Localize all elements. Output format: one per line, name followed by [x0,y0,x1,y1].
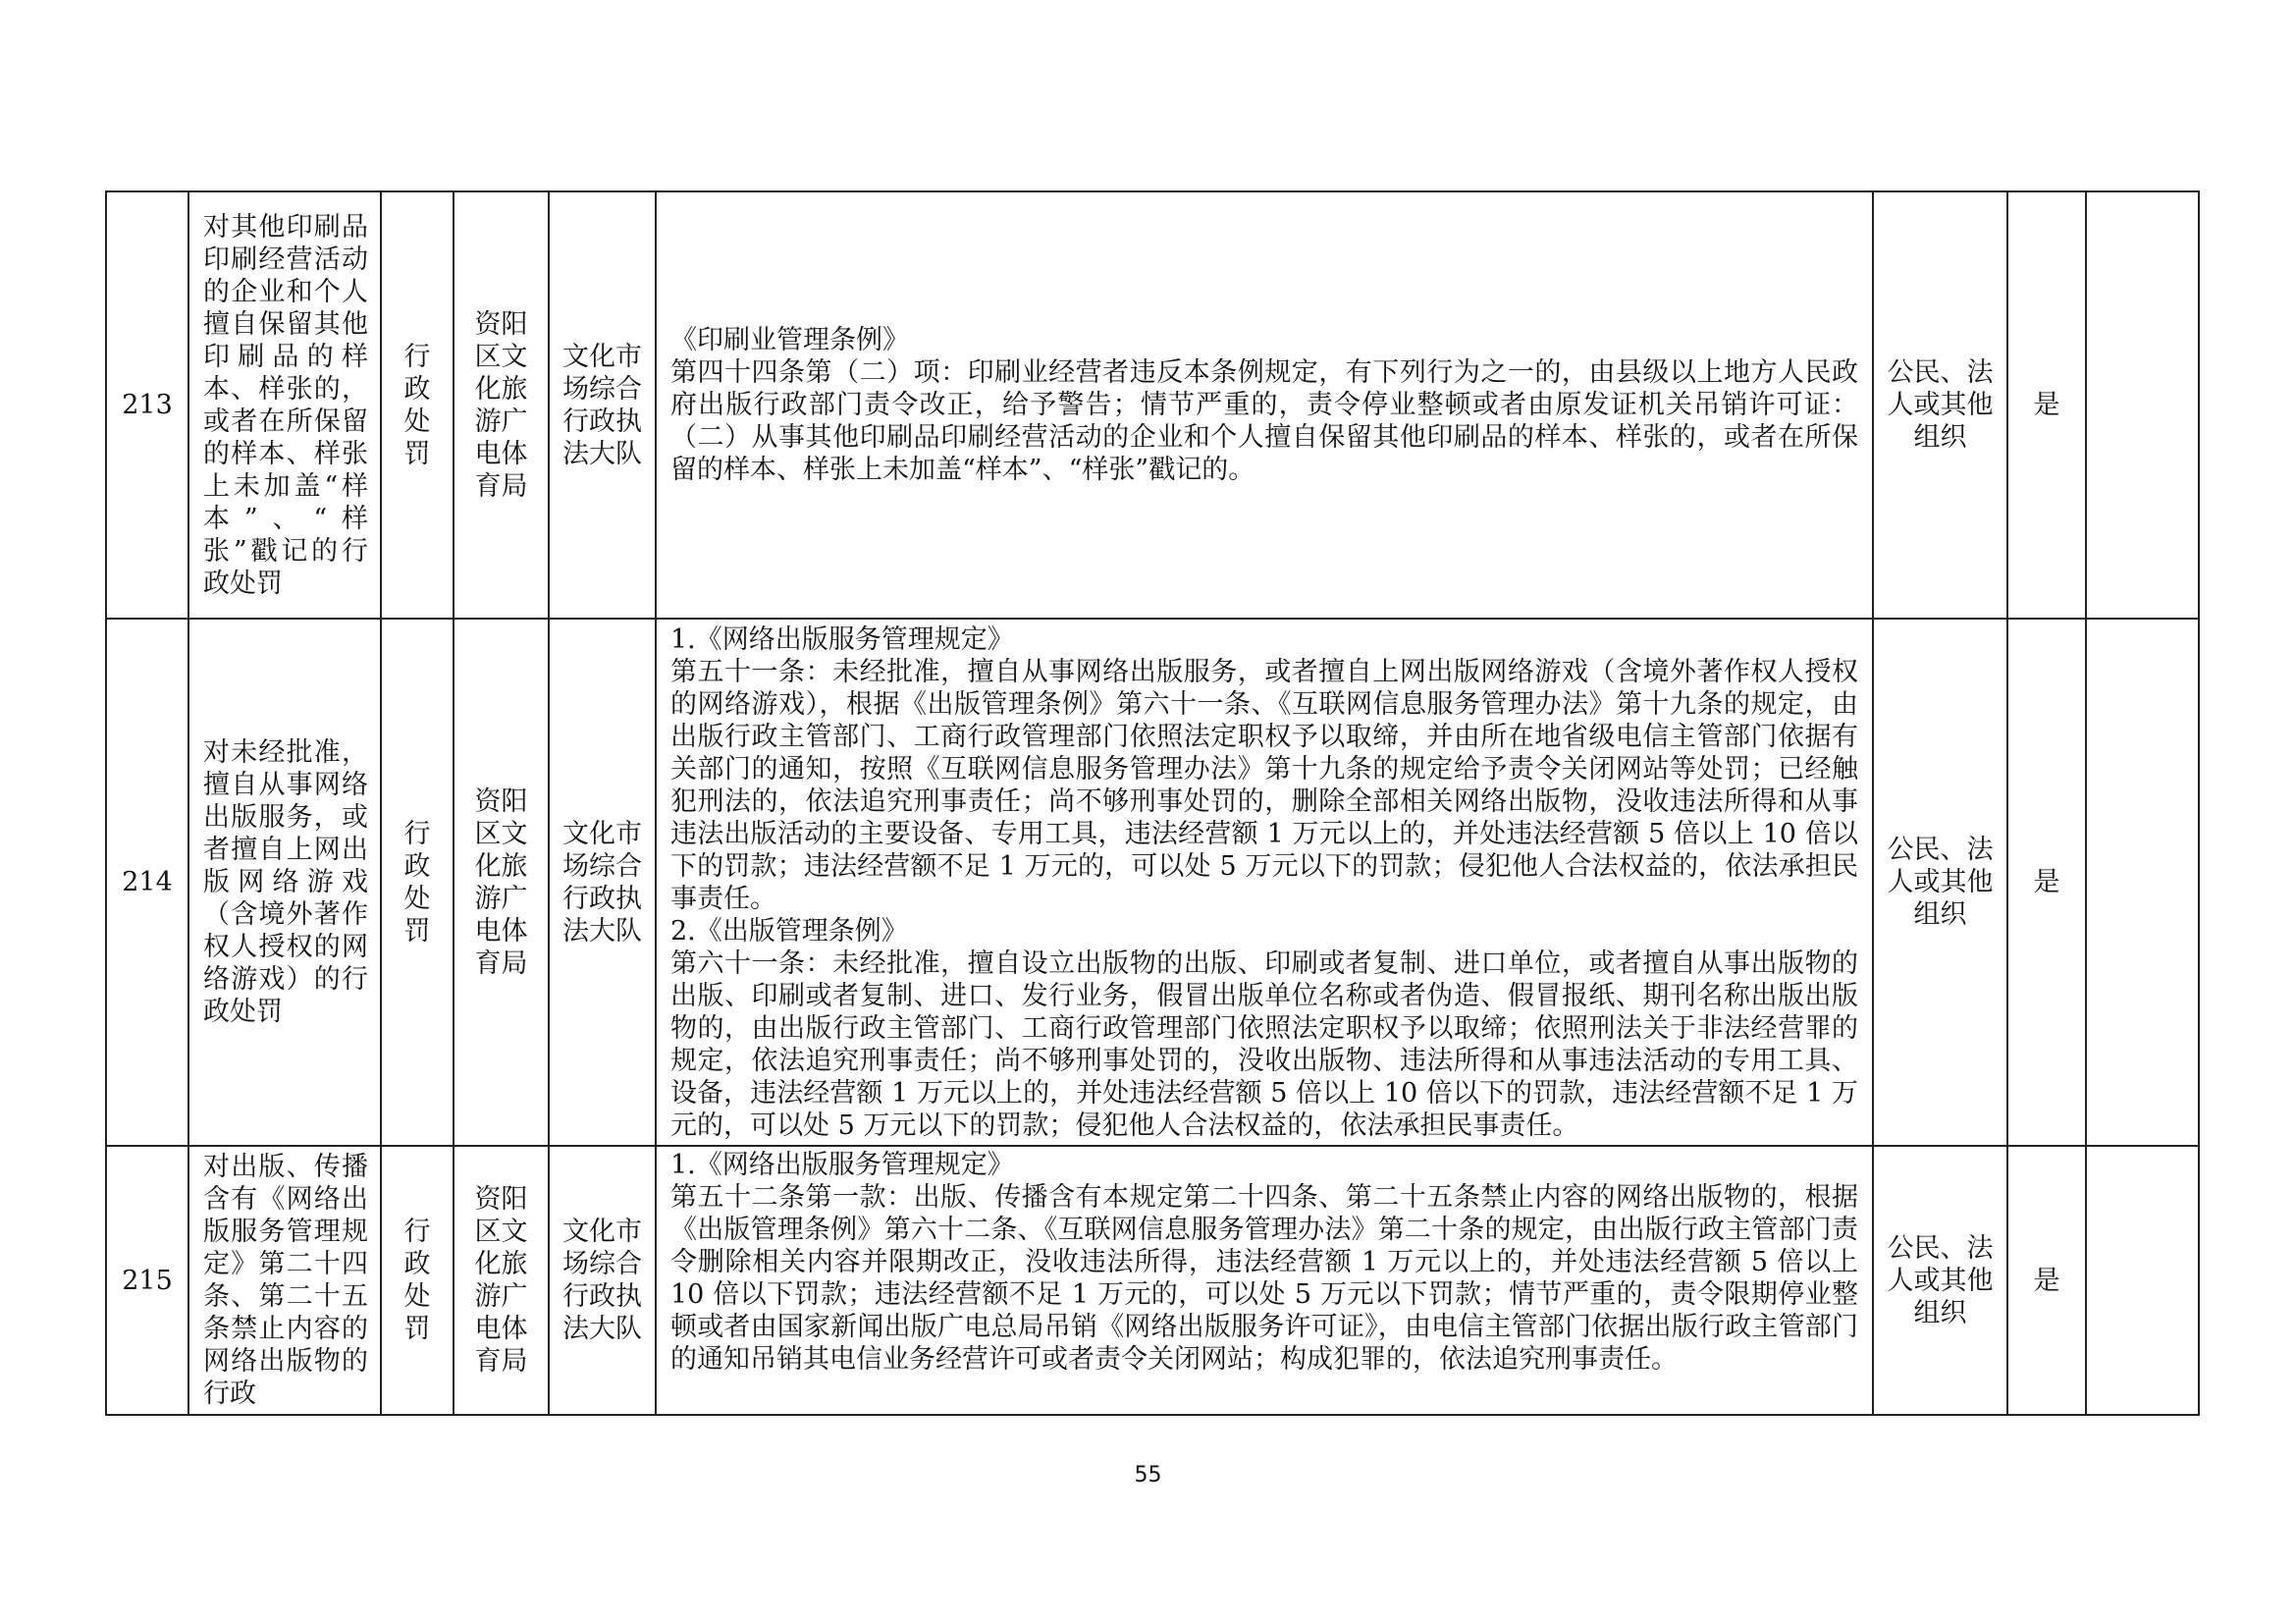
department-cell: 资阳区文化旅游广电体育局 [454,619,549,1146]
row-number: 215 [106,1146,188,1415]
row-number: 213 [106,191,188,619]
legal-basis-paragraph: 2.《出版管理条例》 [670,915,908,947]
legal-basis-paragraph: 1.《网络出版服务管理规定》 [670,623,1014,655]
executor-cell: 文化市场综合行政执法大队 [549,619,656,1146]
legal-basis-paragraph: 第五十一条：未经批准，擅自从事网络出版服务，或者擅自上网出版网络游戏（含境外著作权人授权的网络游戏），根据《出版管理条例》第六十一条、《互联网信息服务管理办法》第十九条的规定，由出版行政主管部门、工商行政管理部门依照法定职权予以取缔，并由所在地省级电信主管部门依据有关部门的通知，按照《互联网信息服务管理办法》第十九条的规定给予责令关闭网站等处罚；已经触犯刑法的，依法追究刑事责任；尚不够刑事处罚的，删除全部相关网络出版物，没收违法所得和从事违法出版活动的主要设备、专用工具，违法经营额 1 万元以上的，并处违法经营额 5 倍以上 10 倍以下的罚款；违法经营额不足 1 万元的，可以处 5 万元以下的罚款；侵犯他人合法权益的，依法承担民事责任。 [670,656,1858,914]
flag-cell: 是 [2007,1146,2086,1415]
legal-basis-paragraph: 1.《网络出版服务管理规定》 [670,1150,1014,1180]
legal-basis-paragraph: 第五十二条第一款：出版、传播含有本规定第二十四条、第二十五条禁止内容的网络出版物的，根据《出版管理条例》第六十二条、《互联网信息服务管理办法》第二十条的规定，由出版行政主管部门责令删除相关内容并限期改正，没收违法所得，违法经营额 1 万元以上的，并处违法经营额 5 倍以上 10 倍以下罚款；违法经营额不足 1 万元的，可以处 5 万元以下罚款；情节严重的，责令限期停业整顿或者由国家新闻出版广电总局吊销《网络出版服务许可证》，由电信主管部门依据出版行政主管部门的通知吊销其电信业务经营许可或者责令关闭网站；构成犯罪的，依法追究刑事责任。 [670,1182,1858,1375]
executor-cell: 文化市场综合行政执法大队 [549,191,656,619]
item-name-cell: 对未经批准，擅自从事网络出版服务，或者擅自上网出版网络游戏（含境外著作权人授权的网络游戏）的行政处罚 [188,619,381,1146]
flag-cell: 是 [2007,619,2086,1146]
legal-basis-cell [656,619,1873,1146]
legal-basis-paragraph: 《印刷业管理条例》 [670,325,909,355]
item-name-cell: 对出版、传播含有《网络出版服务管理规定》第二十四条、第二十五条禁止内容的网络出版物的行政 [188,1146,381,1415]
table-row [106,191,2199,619]
subject-cell: 公民、法人或其他组织 [1873,1146,2007,1415]
page-number: 55 [1134,1463,1162,1488]
legal-basis-paragraph: 第四十四条第（二）项：印刷业经营者违反本条例规定，有下列行为之一的，由县级以上地方人民政府出版行政部门责令改正，给予警告；情节严重的，责令停业整顿或者由原发证机关吊销许可证：（二）从事其他印刷品印刷经营活动的企业和个人擅自保留其他印刷品的样本、样张的，或者在所保留的样本、样张上未加盖“样本”、“样张”戳记的。 [670,357,1858,485]
row-number: 214 [106,619,188,1146]
legal-basis-paragraph: 第六十一条：未经批准，擅自设立出版物的出版、印刷或者复制、进口单位，或者擅自从事出版物的出版、印刷或者复制、进口、发行业务，假冒出版单位名称或者伪造、假冒报纸、期刊名称出版出版物的，由出版行政主管部门、工商行政管理部门依照法定职权予以取缔；依照刑法关于非法经营罪的规定，依法追究刑事责任；尚不够刑事处罚的，没收出版物、违法所得和从事违法活动的专用工具、设备，违法经营额 1 万元以上的，并处违法经营额 5 倍以上 10 倍以下的罚款，违法经营额不足 1 万元的，可以处 5 万元以下的罚款；侵犯他人合法权益的，依法承担民事责任。 [670,947,1858,1141]
executor-cell: 文化市场综合行政执法大队 [549,1146,656,1415]
department-cell: 资阳区文化旅游广电体育局 [454,191,549,619]
item-name-cell: 对其他印刷品印刷经营活动的企业和个人擅自保留其他印刷品的样本、样张的，或者在所保留的样本、样张上未加盖“样本”、“样张”戳记的行政处罚 [188,191,381,619]
subject-cell: 公民、法人或其他组织 [1873,191,2007,619]
table-row [106,619,2199,1146]
flag-cell: 是 [2007,191,2086,619]
legal-basis-cell [656,191,1873,619]
department-cell: 资阳区文化旅游广电体育局 [454,1146,549,1415]
power-type-cell: 行政处罚 [381,191,454,619]
subject-cell: 公民、法人或其他组织 [1873,619,2007,1146]
remark-cell [2086,1146,2199,1415]
remark-cell [2086,191,2199,619]
power-type-cell: 行政处罚 [381,619,454,1146]
power-type-cell: 行政处罚 [381,1146,454,1415]
remark-cell [2086,619,2199,1146]
power-list-table [105,190,2200,1416]
table-row [106,1146,2199,1415]
legal-basis-cell [656,1146,1873,1415]
